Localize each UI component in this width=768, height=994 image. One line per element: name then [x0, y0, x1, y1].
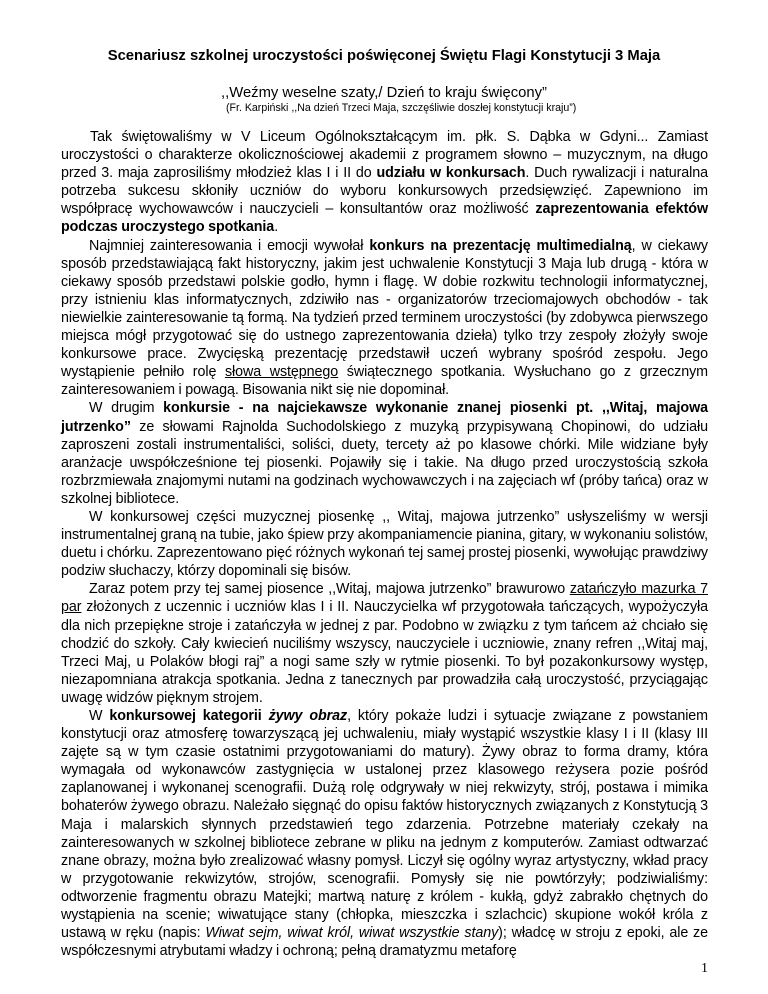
text-segment: ); władcę w stroju z epoki, ale ze współczesnymi atrybutami władzy i ochroną; pełną dramatyzmu metaforę	[61, 925, 708, 960]
document-title: Scenariusz szkolnej uroczystości poświęconej Świętu Flagi Konstytucji 3 Maja	[107, 48, 661, 64]
text-segment: W konkursowej części muzycznej piosenkę ,, Witaj, majowa jutrzenko” usłyszeliśmy w wersji instrumentalnej graną na tubie, jako śpiew przy akompaniamencie pianina, gitary, w wykonaniu solistów, duetu i chórku. Zaprezentowano pięć różnych wykonań tej samej prostej piosenki, wywołując prawdziwy podziw słuchaczy, którzy dopominali się bisów.	[61, 508, 708, 580]
text-segment: zatańczyło mazurka 7 par	[61, 581, 708, 616]
paragraph	[61, 707, 708, 960]
text-segment: W	[89, 708, 110, 724]
text-segment: Najmniej zainteresowania i emocji wywołał	[89, 237, 370, 254]
text-segment: złożonych z uczennic i uczniów klas I i II. Nauczycielka wf przygotowała tańczących, wypożyczyła dla nich przepiękne stroje i zatańczyła w jednej z par. Podobno w związku z tym tańcem aż chciało się chodzić do szkoły. Cały kwiecień nuciliśmy wszyscy, nauczyciele i uczniowie, znany refren ,,Witaj maj, Trzeci Maj, u Polaków błogi raj” a nogi same szły w rytmie piosenki. To był pozakonkursowy występ, niezapomniana atrakcja spotkania. Jedna z tanecznych par prowadziła całą uroczystość, przyciągając uwagę widzów pięknym strojem.	[61, 599, 708, 706]
text-segment: Wiwat sejm, wiwat król, wiwat wszystkie stany	[205, 925, 499, 942]
text-segment: słowa wstępnego	[224, 364, 339, 381]
page-number: 1	[701, 961, 708, 976]
text-segment: świątecznego spotkania. Wysłuchano go z grzecznym zainteresowaniem i powagą. Bisowania nikt się nie dopominał.	[61, 364, 708, 399]
text-segment: ze słowami Rajnolda Suchodolskiego z muzyką przypisywaną Chopinowi, do udziału zaproszeni zostali instrumentaliści, soliści, duety, tercety aż po klasowe chórki. Mile widziane były aranżacje uwspółcześnione tej piosenki. Pojawiły się i takie. Na długo przed uroczystością szkoła rozbrzmiewała znajomymi nutami na godzinach wychowawczych i na zajęciach wf (próby tańca) oraz w szkolnej bibliotece.	[61, 418, 708, 507]
paragraph	[61, 580, 708, 707]
text-segment: konkursowej kategorii	[109, 708, 269, 724]
document-body	[61, 128, 708, 960]
paragraph	[61, 508, 708, 580]
text-segment: Tak świętowaliśmy w V Liceum Ogólnokształcącym im. płk. S. Dąbka w Gdyni... Zamiast uroczystości o charakterze okolicznościowej akademii z programem słowno – muzycznym, na długo przed 3. maja zaprosiliśmy młodzież klas I i II do	[61, 129, 708, 182]
paragraph	[61, 399, 708, 508]
text-segment: . Duch rywalizacji i naturalna potrzeba sukcesu skłoniły uczniów do wyboru konkursowych przedsięwzięć. Zapewniono im współpracę wychowawców i nauczycieli – konsultantów oraz możliwość	[61, 165, 708, 218]
text-segment: konkursie - na najciekawsze wykonanie znanej piosenki pt. ,,Witaj, majowa jutrzenko”	[61, 400, 708, 435]
motto-source: (Fr. Karpiński ,,Na dzień Trzeci Maja, szczęśliwie doszłej konstytucji kraju”)	[226, 102, 577, 114]
text-segment: W drugim	[89, 400, 164, 417]
motto-quote: ,,Weźmy weselne szaty,/ Dzień to kraju święcony”	[221, 85, 547, 101]
text-segment: udziału w konkursach	[376, 165, 526, 182]
text-segment: , w ciekawy sposób przedstawiającą fakt historyczny, jakim jest uchwalenie Konstytucji 3 Maja lub drugą - która w ciekawy sposób przedstawi polskie godło, hymn i flagę. W dobie rozkwitu technologii informatycznej, przy istnieniu klas informatycznych, zdziwiło nas - organizatorów trzeciomajowych obchodów - tak niewielkie zainteresowanie tą formą. Na tydzień przed terminem uroczystości (by zdobywca pierwszego miejsca mógł przygotować się do ustnego zaprezentowania dzieła) tylko trzy zespoły złożyły swoje konkursowe prace. Zwycięską prezentację przedstawił uczeń wybrany spośród zespołu. Jego wystąpienie pełniło rolę	[61, 237, 708, 381]
text-segment: konkurs na prezentację multimedialną	[369, 237, 632, 254]
text-segment: zaprezentowania efektów podczas uroczystego spotkania	[61, 201, 708, 236]
text-segment: Zaraz potem przy tej samej piosence ,,Witaj, majowa jutrzenko” brawurowo	[89, 581, 570, 598]
text-segment: żywy obraz	[268, 708, 348, 724]
paragraph	[61, 128, 708, 237]
text-segment: , który pokaże ludzi i sytuacje związane z powstaniem konstytucji oraz atmosferę towarzyszącą jej uchwaleniu, miały wystąpić wszystkie klasy I i II (klasy III zajęte są w tym czasie ostatnimi przygotowaniami do matury). Żywy obraz to forma dramy, która wymagała od wykonawców zastygnięcia w ustalonej przez klasowego reżysera pozie pośród zaplanowanej i wykonanej scenografii. Dużą rolę odgrywały w niej rekwizyty, strój, postawa i mimika bohaterów żywego obrazu. Należało sięgnąć do opisu faktów historycznych związanych z Konstytucją 3 Maja i malarskich słynnych przedstawień tego zdarzenia. Potrzebne materiały czekały na zainteresowanych w szkolnej bibliotece zebrane w pliku na jednym z komputerów. Zamiast odtwarzać znane obrazy, można było zrealizować własny pomysł. Liczył się ogólny wyraz artystyczny, wkład pracy w przygotowanie rekwizytów, strojów, scenografii. Pomysły się nie powtórzyły; podziwialiśmy: odtworzenie fragmentu obrazu Matejki; martwą naturę z królem - kukłą, gdyż zabrakło chętnych do wystąpienia na scenie; wiwatujące stany (chłopka, mieszczka i szlachcic) skupione wokół króla z ustawą w ręku (napis:	[61, 708, 708, 942]
paragraph	[61, 237, 708, 400]
text-segment: .	[274, 219, 279, 236]
